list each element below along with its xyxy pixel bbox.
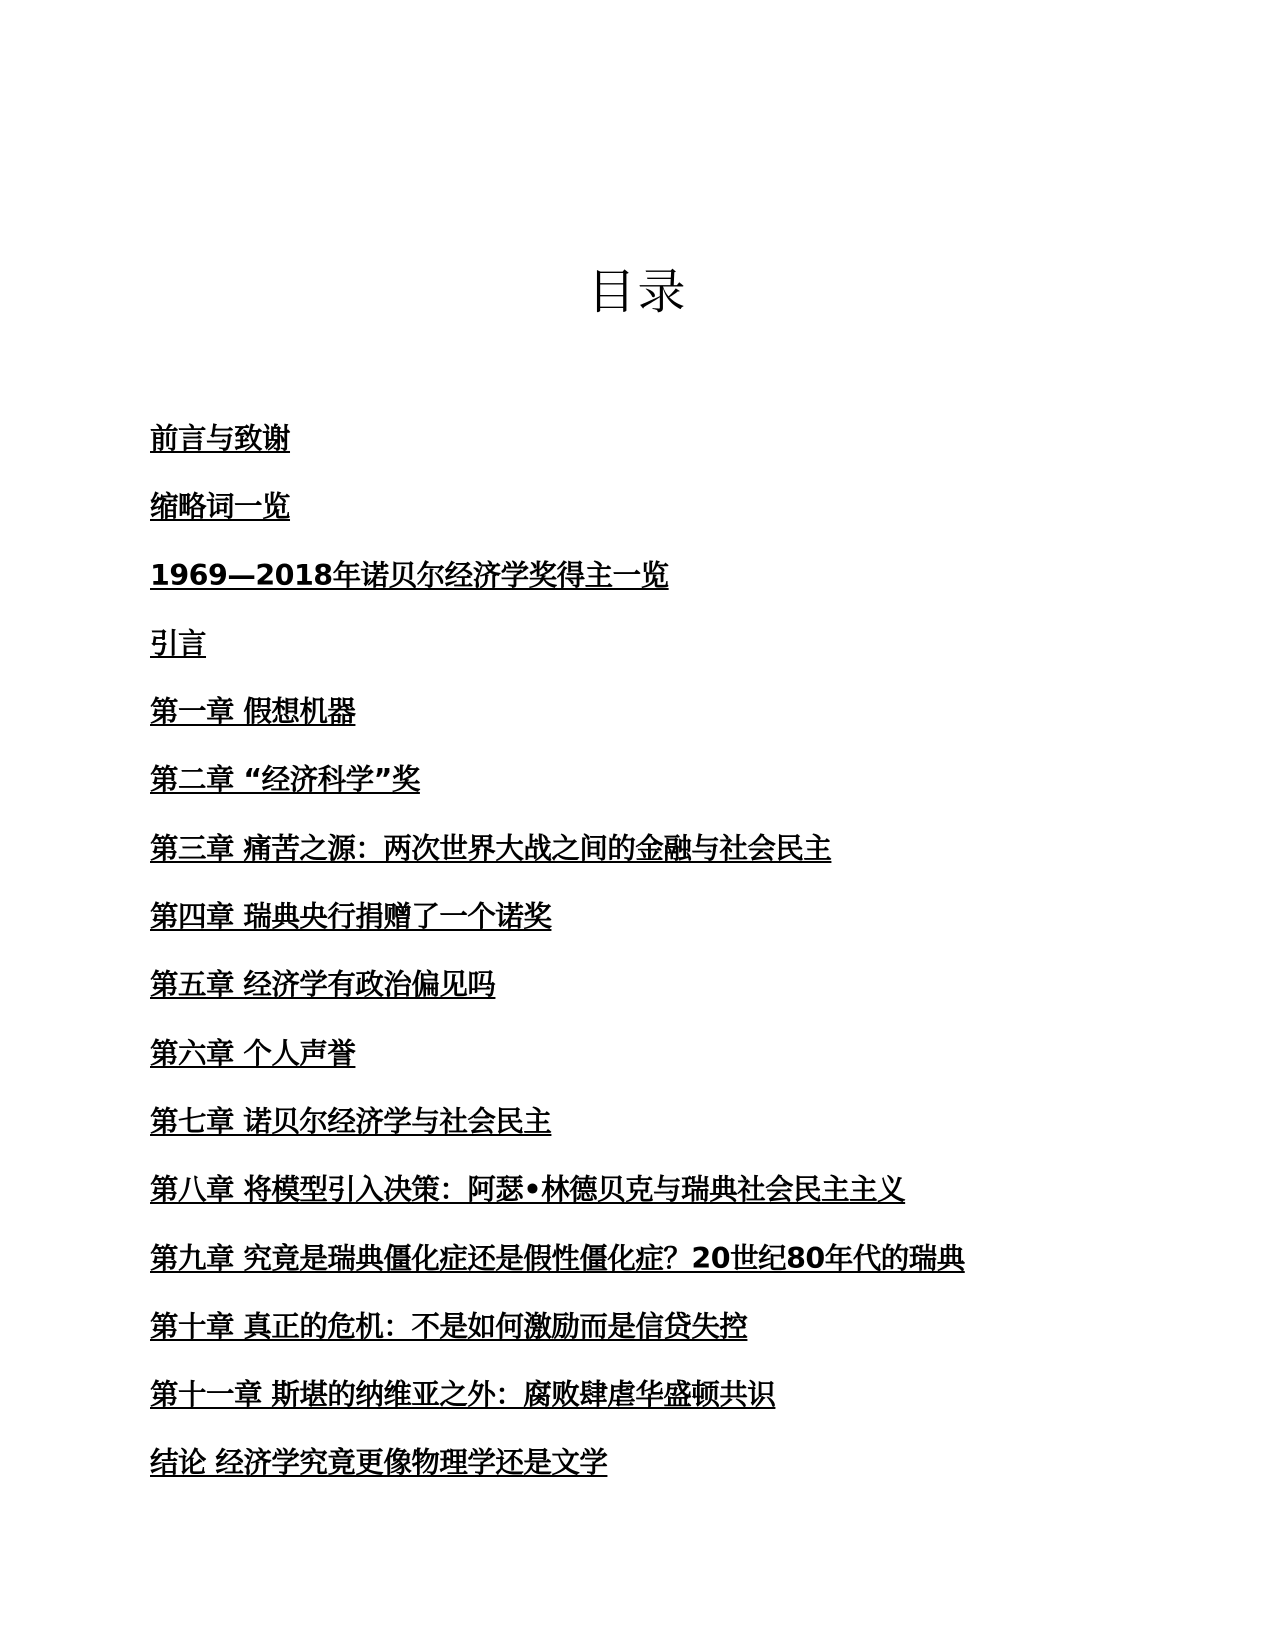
toc-item-conclusion — [150, 1445, 1210, 1513]
page-title: 目录 — [587, 264, 688, 320]
toc-link-chapter-9[interactable]: 第九章 究竟是瑞典僵化症还是假性僵化症？20世纪80年代的瑞典 — [150, 1241, 965, 1275]
toc-item-chapter-4 — [150, 899, 1210, 967]
toc-item-abbreviations — [150, 489, 1210, 557]
toc-link-chapter-2[interactable]: 第二章 “经济科学”奖 — [150, 763, 420, 797]
toc-link-chapter-8[interactable]: 第八章 将模型引入决策：阿瑟•林德贝克与瑞典社会民主主义 — [150, 1173, 906, 1207]
table-of-contents — [150, 421, 1210, 1514]
toc-item-chapter-9 — [150, 1241, 1210, 1309]
toc-item-preface — [150, 421, 1210, 489]
toc-item-chapter-7 — [150, 1104, 1210, 1172]
toc-link-chapter-10[interactable]: 第十章 真正的危机：不是如何激励而是信贷失控 — [150, 1309, 748, 1343]
toc-item-chapter-1 — [150, 694, 1210, 762]
toc-item-laureates — [150, 558, 1210, 626]
toc-item-chapter-3 — [150, 831, 1210, 899]
toc-link-chapter-4[interactable]: 第四章 瑞典央行捐赠了一个诺奖 — [150, 900, 552, 934]
toc-link-preface[interactable]: 前言与致谢 — [150, 422, 291, 455]
toc-item-chapter-8 — [150, 1172, 1210, 1240]
toc-link-laureates[interactable]: 1969—2018年诺贝尔经济学奖得主一览 — [150, 558, 669, 592]
toc-item-chapter-5 — [150, 967, 1210, 1035]
toc-link-chapter-6[interactable]: 第六章 个人声誉 — [150, 1036, 356, 1070]
toc-link-chapter-7[interactable]: 第七章 诺贝尔经济学与社会民主 — [150, 1104, 552, 1138]
toc-link-chapter-11[interactable]: 第十一章 斯堪的纳维亚之外：腐败肆虐华盛顿共识 — [150, 1378, 776, 1412]
toc-item-introduction — [150, 626, 1210, 694]
toc-link-chapter-5[interactable]: 第五章 经济学有政治偏见吗 — [150, 968, 496, 1002]
toc-item-chapter-10 — [150, 1309, 1210, 1377]
toc-item-chapter-6 — [150, 1036, 1210, 1104]
toc-link-abbreviations[interactable]: 缩略词一览 — [150, 490, 291, 524]
toc-link-chapter-1[interactable]: 第一章 假想机器 — [150, 695, 356, 729]
toc-link-introduction[interactable]: 引言 — [150, 626, 207, 660]
toc-link-conclusion[interactable]: 结论 经济学究竟更像物理学还是文学 — [150, 1446, 608, 1480]
toc-link-chapter-3[interactable]: 第三章 痛苦之源：两次世界大战之间的金融与社会民主 — [150, 831, 832, 865]
toc-item-chapter-11 — [150, 1377, 1210, 1445]
toc-item-chapter-2 — [150, 762, 1210, 830]
